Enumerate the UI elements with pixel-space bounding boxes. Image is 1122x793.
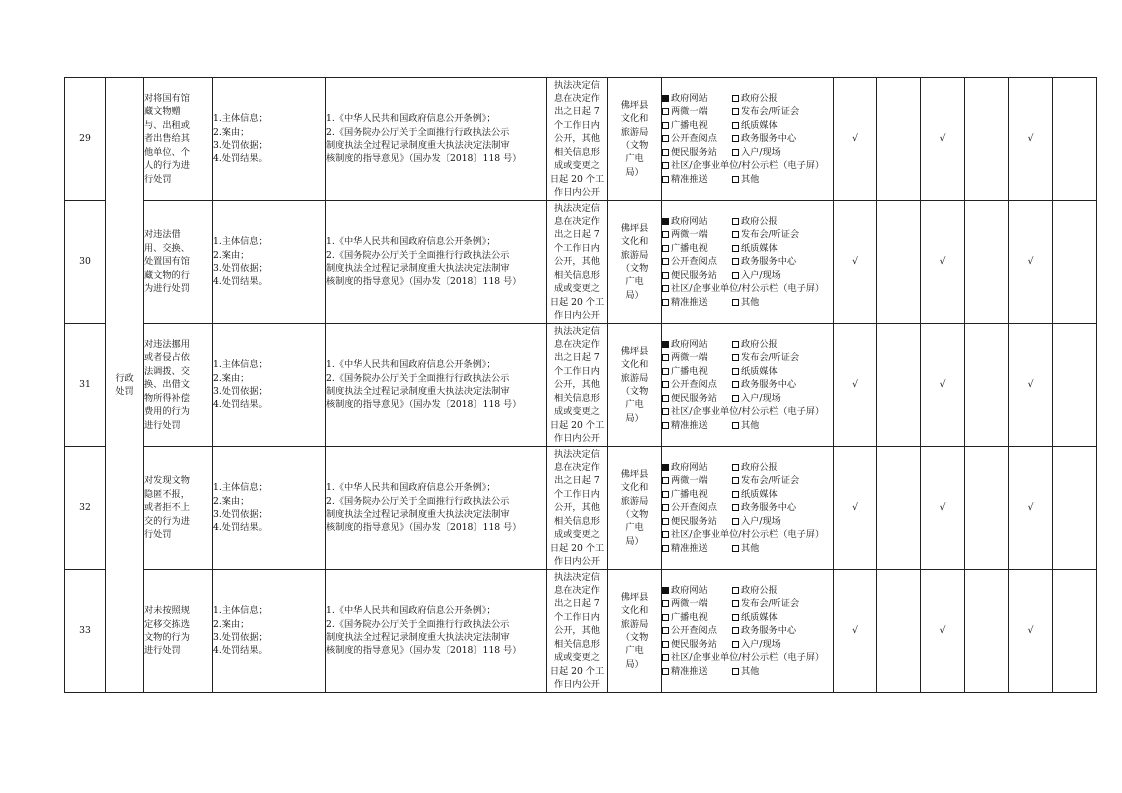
checkbox-icon[interactable] [662,545,669,552]
channel-label: 社区/企事业单位/村公示栏（电子屏） [671,160,825,172]
matter-cell: 对未按照规 定移交拣选 文物的行为 进行处罚 [144,570,213,693]
channel-label: 纸质媒体 [741,365,778,377]
channel-option[interactable] [662,105,732,118]
checkbox-icon[interactable] [662,149,669,156]
basis-cell: 1.《中华人民共和国政府信息公开条例》； 2.《国务院办公厅关于全面推行行政执法公示 制度执法全过程记录制度重大执法决定法制审 核制度的指导意见》（国办发〔2018〕118 号） [326,201,547,324]
content-cell: 1.主体信息； 2.案由； 3.处罚依据； 4.处罚结果。 [213,201,326,324]
channel-label: 政府公报 [741,339,778,351]
basis-cell: 1.《中华人民共和国政府信息公开条例》； 2.《国务院办公厅关于全面推行行政执法公示 制度执法全过程记录制度重大执法决定法制审 核制度的指导意见》（国办发〔2018〕118 号） [326,324,547,447]
channel-label: 政府网站 [671,585,708,597]
checkbox-icon[interactable] [732,108,739,115]
basis-cell: 1.《中华人民共和国政府信息公开条例》； 2.《国务院办公厅关于全面推行行政执法公示 制度执法全过程记录制度重大执法决定法制审 核制度的指导意见》（国办发〔2018〕118 号） [326,447,547,570]
channel-option[interactable] [732,584,778,597]
check-mark-icon: √ [1027,379,1034,391]
checkbox-icon[interactable] [662,381,669,388]
channel-option[interactable] [662,611,732,624]
check-cell [1009,570,1053,693]
channel-option[interactable] [662,173,732,186]
checkbox-icon[interactable] [662,258,669,265]
check-cell [965,78,1009,201]
content-cell: 1.主体信息； 2.案由； 3.处罚依据； 4.处罚结果。 [213,447,326,570]
subject-cell: 佛坪县 文化和 旅游局 （文物 广电 局） [608,447,662,570]
check-cell [834,570,877,693]
check-cell [834,78,877,201]
channel-label: 纸质媒体 [741,242,778,254]
channel-label: 公开查阅点 [671,379,717,391]
check-mark-icon: √ [1027,256,1034,268]
channel-option[interactable] [732,105,799,118]
check-cell [877,570,921,693]
channel-option[interactable] [662,597,732,610]
check-cell [834,201,877,324]
channel-option[interactable] [732,255,796,268]
table-row [65,324,1097,447]
check-mark-icon: √ [852,502,858,514]
disclosure-table [64,77,1097,693]
check-cell [921,447,965,570]
checkbox-icon[interactable] [732,272,739,279]
channel-option[interactable] [662,296,732,309]
channel-label: 纸质媒体 [741,119,778,131]
channel-label: 政府网站 [671,216,708,228]
channel-option[interactable] [662,652,824,663]
checkbox-icon[interactable] [732,600,739,607]
channel-option[interactable] [732,488,778,501]
channel-label: 社区/企事业单位/村公示栏（电子屏） [671,652,825,664]
channel-label: 公开查阅点 [671,256,717,268]
check-cell [834,324,877,447]
channel-option[interactable] [662,406,824,417]
checkbox-icon[interactable] [662,135,669,142]
checkbox-icon[interactable] [662,600,669,607]
checkbox-icon[interactable] [732,395,739,402]
channel-label: 社区/企事业单位/村公示栏（电子屏） [671,283,825,295]
subject-cell: 佛坪县 文化和 旅游局 （文物 广电 局） [608,570,662,693]
channel-label: 社区/企事业单位/村公示栏（电子屏） [671,406,825,418]
channel-label: 入户/现场 [741,146,781,158]
checkbox-icon[interactable] [732,341,739,348]
checkbox-icon[interactable] [732,518,739,525]
checkbox-icon[interactable] [732,381,739,388]
channel-label: 政府网站 [671,93,708,105]
checkbox-icon[interactable] [732,422,739,429]
channel-option[interactable] [662,160,824,171]
row-number: 29 [65,78,106,201]
channel-option[interactable] [732,228,799,241]
checkbox-icon[interactable] [662,518,669,525]
channel-option[interactable] [662,665,732,678]
checkbox-icon[interactable] [662,245,669,252]
checkbox-checked-icon[interactable] [662,218,669,225]
checkbox-icon[interactable] [662,627,669,634]
channel-option[interactable] [732,624,796,637]
channel-option[interactable] [732,638,781,651]
channel-label: 精准推送 [671,173,708,185]
checkbox-icon[interactable] [732,95,739,102]
check-cell [877,447,921,570]
time-limit-cell: 执法决定信 息在决定作 出之日起 7 个工作日内 公开，其他 相关信息形 成或变更之 日起 20 个工 作日内公开 [547,324,608,447]
checkbox-icon[interactable] [732,135,739,142]
checkbox-icon[interactable] [662,162,669,169]
checkbox-icon[interactable] [662,368,669,375]
channel-option[interactable] [732,501,796,514]
matter-cell: 对发现文物 隐匿不报， 或者拒不上 交的行为进 行处罚 [144,447,213,570]
subject-cell: 佛坪县 文化和 旅游局 （文物 广电 局） [608,78,662,201]
checkbox-icon[interactable] [732,668,739,675]
channel-option[interactable] [662,392,732,405]
channel-option[interactable] [662,378,732,391]
channel-label: 纸质媒体 [741,488,778,500]
channel-label: 政府公报 [741,585,778,597]
channel-label: 政府公报 [741,462,778,474]
content-cell: 1.主体信息； 2.案由； 3.处罚依据； 4.处罚结果。 [213,324,326,447]
channel-label: 公开查阅点 [671,502,717,514]
check-cell [965,201,1009,324]
checkbox-icon[interactable] [662,395,669,402]
content-cell: 1.主体信息； 2.案由； 3.处罚依据； 4.处罚结果。 [213,570,326,693]
checkbox-icon[interactable] [662,299,669,306]
check-cell [1053,570,1097,693]
channel-option[interactable] [732,461,778,474]
check-mark-icon: √ [852,625,858,637]
checkbox-icon[interactable] [662,504,669,511]
channel-label: 其他 [741,542,760,554]
channel-option[interactable] [662,283,824,294]
channel-label: 广播电视 [671,119,708,131]
channel-option[interactable] [662,461,732,474]
channel-label: 政府网站 [671,462,708,474]
channel-label: 入户/现场 [741,269,781,281]
check-cell [1009,78,1053,201]
channel-option[interactable] [662,542,732,555]
channel-option[interactable] [732,474,799,487]
channel-label: 精准推送 [671,296,708,308]
row-number: 33 [65,570,106,693]
channel-option[interactable] [732,173,759,186]
channel-option[interactable] [732,597,799,610]
channel-option[interactable] [732,215,778,228]
checkbox-icon[interactable] [732,218,739,225]
checkbox-icon[interactable] [732,627,739,634]
channel-label: 政务服务中心 [741,379,797,391]
checkbox-icon[interactable] [662,285,669,292]
check-cell [965,447,1009,570]
channel-label: 发布会/听证会 [741,229,800,241]
check-mark-icon: √ [1027,625,1034,637]
checkbox-icon[interactable] [732,299,739,306]
channel-option[interactable] [662,242,732,255]
channel-label: 其他 [741,419,760,431]
channel-option[interactable] [732,269,781,282]
checkbox-icon[interactable] [662,531,669,538]
checkbox-icon[interactable] [732,122,739,129]
check-cell [1053,201,1097,324]
channel-option[interactable] [732,132,796,145]
check-cell [965,570,1009,693]
channel-option[interactable] [732,392,781,405]
channel-label: 两微一端 [671,229,708,241]
channel-label: 精准推送 [671,542,708,554]
channel-option[interactable] [662,584,732,597]
channel-option[interactable] [662,515,732,528]
checkbox-icon[interactable] [732,149,739,156]
checkbox-checked-icon[interactable] [662,341,669,348]
check-cell [921,78,965,201]
channel-label: 两微一端 [671,352,708,364]
checkbox-icon[interactable] [732,504,739,511]
checkbox-icon[interactable] [732,545,739,552]
channel-label: 便民服务站 [671,515,717,527]
check-mark-icon: √ [939,502,946,514]
channel-label: 其他 [741,173,760,185]
channel-option[interactable] [732,296,759,309]
checkbox-icon[interactable] [732,176,739,183]
channel-option[interactable] [732,242,778,255]
channel-label: 两微一端 [671,598,708,610]
checkbox-icon[interactable] [732,258,739,265]
channel-option[interactable] [662,529,824,540]
check-mark-icon: √ [939,379,946,391]
channel-option[interactable] [732,351,799,364]
checkbox-icon[interactable] [662,354,669,361]
channel-label: 入户/现场 [741,638,781,650]
checkbox-icon[interactable] [662,491,669,498]
channel-option[interactable] [662,132,732,145]
channel-option[interactable] [732,146,781,159]
checkbox-icon[interactable] [662,477,669,484]
channel-label: 发布会/听证会 [741,106,800,118]
channel-label: 两微一端 [671,106,708,118]
channel-option[interactable] [732,92,778,105]
channel-label: 社区/企事业单位/村公示栏（电子屏） [671,529,825,541]
subject-cell: 佛坪县 文化和 旅游局 （文物 广电 局） [608,324,662,447]
checkbox-icon[interactable] [732,354,739,361]
channel-option[interactable] [662,146,732,159]
checkbox-icon[interactable] [662,668,669,675]
check-cell [921,570,965,693]
subject-cell: 佛坪县 文化和 旅游局 （文物 广电 局） [608,201,662,324]
checkbox-icon[interactable] [662,176,669,183]
checkbox-checked-icon[interactable] [662,464,669,471]
channel-option[interactable] [662,419,732,432]
check-cell [1009,201,1053,324]
checkbox-icon[interactable] [662,108,669,115]
matter-cell: 对违法挪用 或者侵占依 法调拨、交 换、出借文 物所得补偿 费用的行为 进行处罚 [144,324,213,447]
checkbox-icon[interactable] [662,641,669,648]
check-cell [1009,324,1053,447]
channel-option[interactable] [732,542,759,555]
channel-label: 政务服务中心 [741,133,797,145]
check-mark-icon: √ [1027,133,1034,145]
channel-option[interactable] [662,624,732,637]
channel-label: 入户/现场 [741,515,781,527]
channel-option[interactable] [732,378,796,391]
check-cell [1053,78,1097,201]
channel-label: 便民服务站 [671,146,717,158]
channel-label: 广播电视 [671,242,708,254]
time-limit-cell: 执法决定信 息在决定作 出之日起 7 个工作日内 公开，其他 相关信息形 成或变更之 日起 20 个工 作日内公开 [547,201,608,324]
channel-option[interactable] [662,501,732,514]
check-mark-icon: √ [852,133,858,145]
channel-option[interactable] [662,269,732,282]
check-mark-icon: √ [939,256,946,268]
channel-label: 政府公报 [741,93,778,105]
channel-label: 政务服务中心 [741,625,797,637]
channel-label: 入户/现场 [741,392,781,404]
table-row [65,447,1097,570]
channel-option[interactable] [732,665,759,678]
checkbox-icon[interactable] [662,422,669,429]
channel-label: 其他 [741,296,760,308]
check-cell [877,324,921,447]
checkbox-icon[interactable] [732,614,739,621]
channel-option[interactable] [732,611,778,624]
check-cell [921,201,965,324]
checkbox-icon[interactable] [662,614,669,621]
check-cell [965,324,1009,447]
checkbox-icon[interactable] [732,587,739,594]
channel-label: 精准推送 [671,665,708,677]
channel-label: 便民服务站 [671,638,717,650]
checkbox-icon[interactable] [732,231,739,238]
channel-option[interactable] [662,228,732,241]
channel-option[interactable] [662,255,732,268]
channel-label: 政府网站 [671,339,708,351]
channel-option[interactable] [662,365,732,378]
channel-label: 广播电视 [671,611,708,623]
table-row [65,570,1097,693]
checkbox-icon[interactable] [662,654,669,661]
checkbox-icon[interactable] [732,477,739,484]
checkbox-icon[interactable] [662,272,669,279]
channel-option[interactable] [732,119,778,132]
channel-option[interactable] [662,119,732,132]
channel-label: 两微一端 [671,475,708,487]
channel-label: 发布会/听证会 [741,352,800,364]
basis-cell: 1.《中华人民共和国政府信息公开条例》； 2.《国务院办公厅关于全面推行行政执法公示 制度执法全过程记录制度重大执法决定法制审 核制度的指导意见》（国办发〔2018〕118 号） [326,78,547,201]
checkbox-checked-icon[interactable] [662,587,669,594]
channel-cell [662,201,834,324]
channel-label: 政务服务中心 [741,256,797,268]
channel-label: 纸质媒体 [741,611,778,623]
category-cell: 行政 处罚 [106,78,144,693]
check-mark-icon: √ [852,379,858,391]
channel-label: 政府公报 [741,216,778,228]
channel-label: 便民服务站 [671,392,717,404]
table-row [65,78,1097,201]
channel-cell [662,324,834,447]
checkbox-icon[interactable] [662,122,669,129]
channel-option[interactable] [732,419,759,432]
check-cell [1053,447,1097,570]
channel-option[interactable] [662,351,732,364]
checkbox-icon[interactable] [732,491,739,498]
check-mark-icon: √ [852,256,858,268]
check-cell [1009,447,1053,570]
channel-label: 发布会/听证会 [741,598,800,610]
channel-cell [662,447,834,570]
check-cell [877,201,921,324]
time-limit-cell: 执法决定信 息在决定作 出之日起 7 个工作日内 公开，其他 相关信息形 成或变更之 日起 20 个工 作日内公开 [547,570,608,693]
check-mark-icon: √ [1027,502,1034,514]
channel-label: 公开查阅点 [671,625,717,637]
row-number: 32 [65,447,106,570]
channel-label: 其他 [741,665,760,677]
matter-cell: 对将国有馆 藏文物赠 与、出租或 者出售给其 他单位、个 人的行为进 行处罚 [144,78,213,201]
check-cell [1053,324,1097,447]
channel-cell [662,570,834,693]
table-row [65,201,1097,324]
check-cell [877,78,921,201]
time-limit-cell: 执法决定信 息在决定作 出之日起 7 个工作日内 公开，其他 相关信息形 成或变更之 日起 20 个工 作日内公开 [547,78,608,201]
matter-cell: 对违法借 用、交换、 处置国有馆 藏文物的行 为进行处罚 [144,201,213,324]
row-number: 30 [65,201,106,324]
content-cell: 1.主体信息； 2.案由； 3.处罚依据； 4.处罚结果。 [213,78,326,201]
channel-label: 政务服务中心 [741,502,797,514]
channel-label: 公开查阅点 [671,133,717,145]
checkbox-checked-icon[interactable] [662,95,669,102]
channel-label: 精准推送 [671,419,708,431]
checkbox-icon[interactable] [732,368,739,375]
channel-option[interactable] [662,338,732,351]
channel-cell [662,78,834,201]
time-limit-cell: 执法决定信 息在决定作 出之日起 7 个工作日内 公开，其他 相关信息形 成或变更之 日起 20 个工 作日内公开 [547,447,608,570]
checkbox-icon[interactable] [732,245,739,252]
channel-option[interactable] [662,488,732,501]
channel-option[interactable] [662,92,732,105]
channel-option[interactable] [662,638,732,651]
check-mark-icon: √ [939,625,946,637]
channel-label: 广播电视 [671,488,708,500]
check-mark-icon: √ [939,133,946,145]
channel-option[interactable] [732,365,778,378]
checkbox-icon[interactable] [662,408,669,415]
channel-label: 广播电视 [671,365,708,377]
checkbox-icon[interactable] [732,464,739,471]
row-number: 31 [65,324,106,447]
channel-option[interactable] [732,515,781,528]
checkbox-icon[interactable] [732,641,739,648]
check-cell [921,324,965,447]
channel-label: 便民服务站 [671,269,717,281]
channel-label: 发布会/听证会 [741,475,800,487]
channel-option[interactable] [662,215,732,228]
checkbox-icon[interactable] [662,231,669,238]
basis-cell: 1.《中华人民共和国政府信息公开条例》； 2.《国务院办公厅关于全面推行行政执法公示 制度执法全过程记录制度重大执法决定法制审 核制度的指导意见》（国办发〔2018〕118 号） [326,570,547,693]
channel-option[interactable] [662,474,732,487]
check-cell [834,447,877,570]
channel-option[interactable] [732,338,778,351]
